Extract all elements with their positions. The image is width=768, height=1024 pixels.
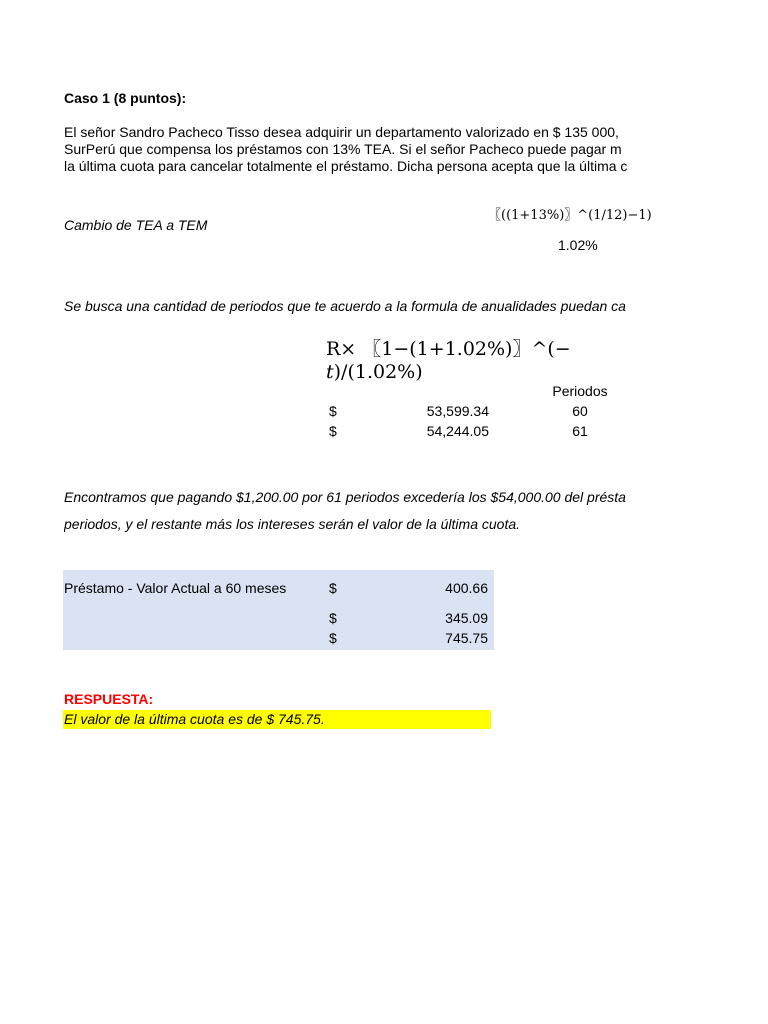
- annuity-formula-line: [326, 361, 571, 384]
- present-value: 54,244.05: [426, 423, 489, 439]
- conclusion-line: Encontramos que pagando $1,200.00 por 61 periodos excedería los $54,000.00 del présta: [64, 489, 626, 505]
- paragraph-line: la última cuota para cancelar totalmente el préstamo. Dicha persona acepta que la última c: [64, 158, 628, 174]
- currency-symbol: $: [329, 403, 337, 419]
- answer-label: RESPUESTA:: [64, 691, 154, 707]
- search-note: Se busca una cantidad de periodos que te acuerdo a la formula de anualidades puedan ca: [64, 298, 626, 314]
- rate-conversion-formula: 〖((1+13%)〗^(1/12)−1): [488, 208, 652, 223]
- loan-amount: 745.75: [445, 630, 488, 646]
- period-count: 61: [572, 423, 588, 439]
- formula-denominator: )/(1.02%): [333, 361, 423, 383]
- annuity-row: [64, 423, 668, 443]
- conclusion-paragraph: [64, 484, 668, 538]
- currency-symbol: $: [329, 610, 337, 626]
- periods-header: Periodos: [552, 383, 608, 399]
- rate-conversion-label: Cambio de TEA a TEM: [64, 217, 208, 233]
- conclusion-line: periodos, y el restante más los intereses serán el valor de la última cuota.: [64, 516, 521, 532]
- period-count: 60: [572, 403, 588, 419]
- answer-text: El valor de la última cuota es de $ 745.75.: [63, 710, 491, 729]
- paragraph-line: El señor Sandro Pacheco Tisso desea adquirir un departamento valorizado en $ 135 000,: [64, 124, 619, 140]
- loan-row-label: Préstamo - Valor Actual a 60 meses: [64, 580, 287, 596]
- currency-symbol: $: [329, 423, 337, 439]
- loan-amount: 345.09: [445, 610, 488, 626]
- loan-amount: 400.66: [445, 580, 488, 596]
- case-title: Caso 1 (8 puntos):: [64, 90, 187, 106]
- annuity-formula-line: R× 〖1−(1+1.02%)〗^(−: [326, 338, 571, 360]
- annuity-formula: [326, 338, 571, 384]
- loan-table: [63, 570, 494, 650]
- case-paragraph: [64, 124, 668, 175]
- present-value: 53,599.34: [426, 403, 489, 419]
- currency-symbol: $: [329, 580, 337, 596]
- currency-symbol: $: [329, 630, 337, 646]
- paragraph-line: SurPerú que compensa los préstamos con 13% TEA. Si el señor Pacheco puede pagar m: [64, 141, 622, 157]
- formula-variable: t: [326, 361, 334, 383]
- annuity-row: [64, 403, 668, 423]
- monthly-rate-value: 1.02%: [558, 237, 598, 253]
